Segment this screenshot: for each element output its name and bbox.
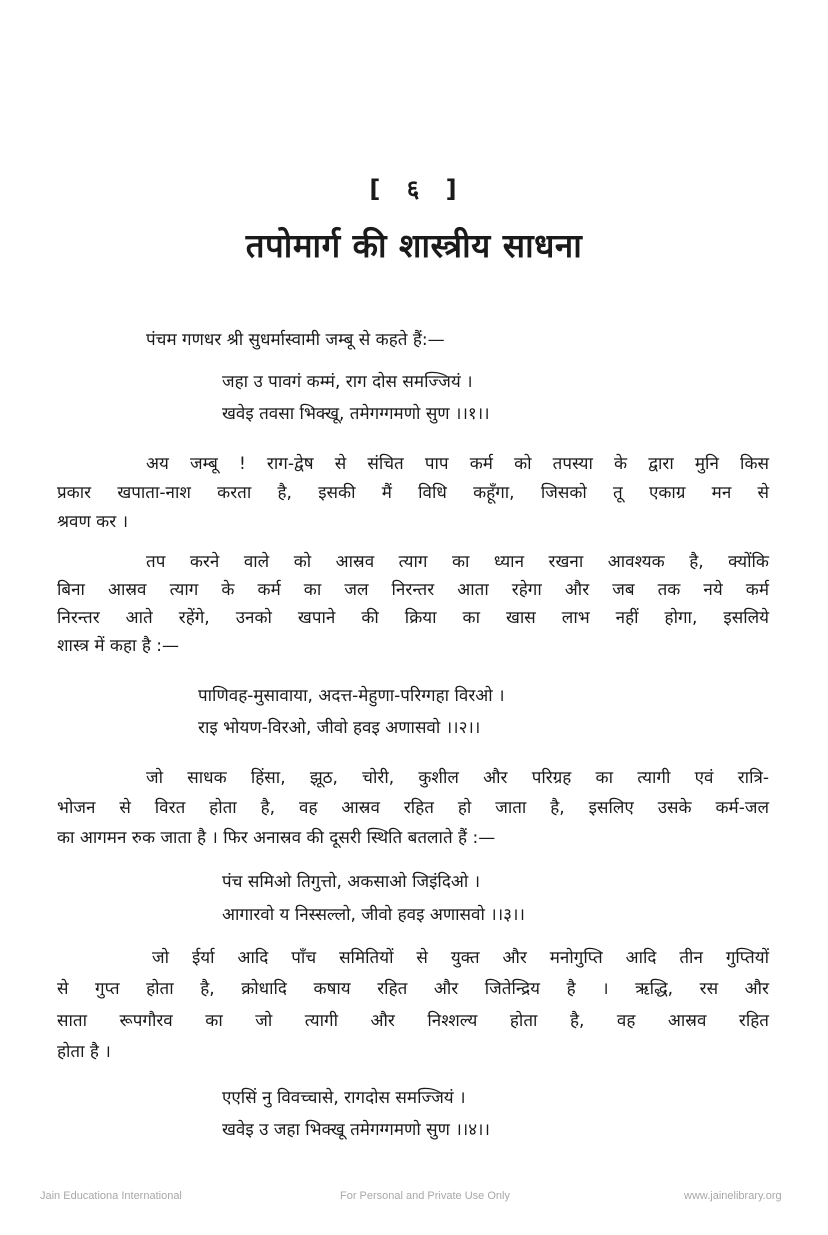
footer-usage-notice: For Personal and Private Use Only <box>340 1190 510 1202</box>
intro-line: पंचम गणधर श्री सुधर्मास्वामी जम्बू से कहते हैं:— <box>146 330 445 350</box>
chapter-title: तपोमार्ग की शास्त्रीय साधना <box>245 226 583 265</box>
chapter-number-value: ६ <box>406 175 422 203</box>
para-4-line-4: होता है । <box>57 1042 111 1062</box>
para-4-line-1: जो ईर्या आदि पाँच समितियों से युक्त और मनोगुप्ति आदि तीन गुप्तियों <box>152 948 769 968</box>
para-1-line-2: प्रकार खपाता-नाश करता है, इसकी मैं विधि कहूँगा, जिसको तू एकाग्र मन से <box>57 483 769 503</box>
verse-2-line-2: राइ भोयण-विरओ, जीवो हवइ अणासवो ।।२।। <box>198 718 481 738</box>
verse-1-line-1: जहा उ पावगं कम्मं, राग दोस समज्जियं । <box>222 372 473 392</box>
bracket-close: ] <box>445 175 459 203</box>
verse-3-line-2: आगारवो य निस्सल्लो, जीवो हवइ अणासवो ।।३।। <box>222 905 525 925</box>
footer-publisher: Jain Educationa International <box>40 1190 182 1202</box>
para-4-line-3: साता रूपगौरव का जो त्यागी और निश्शल्य होता है, वह आस्रव रहित <box>57 1011 769 1031</box>
verse-3-line-1: पंच समिओ तिगुत्तो, अकसाओ जिइंदिओ । <box>222 872 481 892</box>
verse-4-line-2: खवेइ उ जहा भिक्खू तमेगग्गमणो सुण ।।४।। <box>222 1120 490 1140</box>
para-1-line-3: श्रवण कर । <box>57 512 129 532</box>
footer-website-link[interactable]: www.jainelibrary.org <box>684 1190 782 1202</box>
para-2-line-3: निरन्तर आते रहेंगे, उनको खपाने की क्रिया का खास लाभ नहीं होगा, इसलिये <box>57 608 769 628</box>
para-3-line-2: भोजन से विरत होता है, वह आस्रव रहित हो जाता है, इसलिए उसके कर्म-जल <box>57 798 769 818</box>
para-2-line-1: तप करने वाले को आस्रव त्याग का ध्यान रखना आवश्यक है, क्योंकि <box>146 552 769 572</box>
verse-4-line-1: एएसिं नु विवच्चासे, रागदोस समज्जियं । <box>222 1088 466 1108</box>
verse-1-line-2: खवेइ तवसा भिक्खू, तमेगग्गमणो सुण ।।१।। <box>222 404 490 424</box>
para-2-line-2: बिना आस्रव त्याग के कर्म का जल निरन्तर आता रहेगा और जब तक नये कर्म <box>57 580 769 600</box>
para-4-line-2: से गुप्त होता है, क्रोधादि कषाय रहित और जितेन्द्रिय है । ऋद्धि, रस और <box>57 979 769 999</box>
para-3-line-3: का आगमन रुक जाता है । फिर अनास्रव की दूसरी स्थिति बतलाते हैं :— <box>57 828 496 848</box>
para-1-line-1: अय जम्बू ! राग-द्वेष से संचित पाप कर्म को तपस्या के द्वारा मुनि किस <box>146 454 769 474</box>
para-3-line-1: जो साधक हिंसा, झूठ, चोरी, कुशील और परिग्रह का त्यागी एवं रात्रि- <box>146 768 769 788</box>
chapter-number <box>0 172 828 205</box>
bracket-open: [ <box>369 175 383 203</box>
para-2-line-4: शास्त्र में कहा है :— <box>57 636 179 656</box>
verse-2-line-1: पाणिवह-मुसावाया, अदत्त-मेहुणा-परिग्गहा विरओ । <box>198 686 505 706</box>
